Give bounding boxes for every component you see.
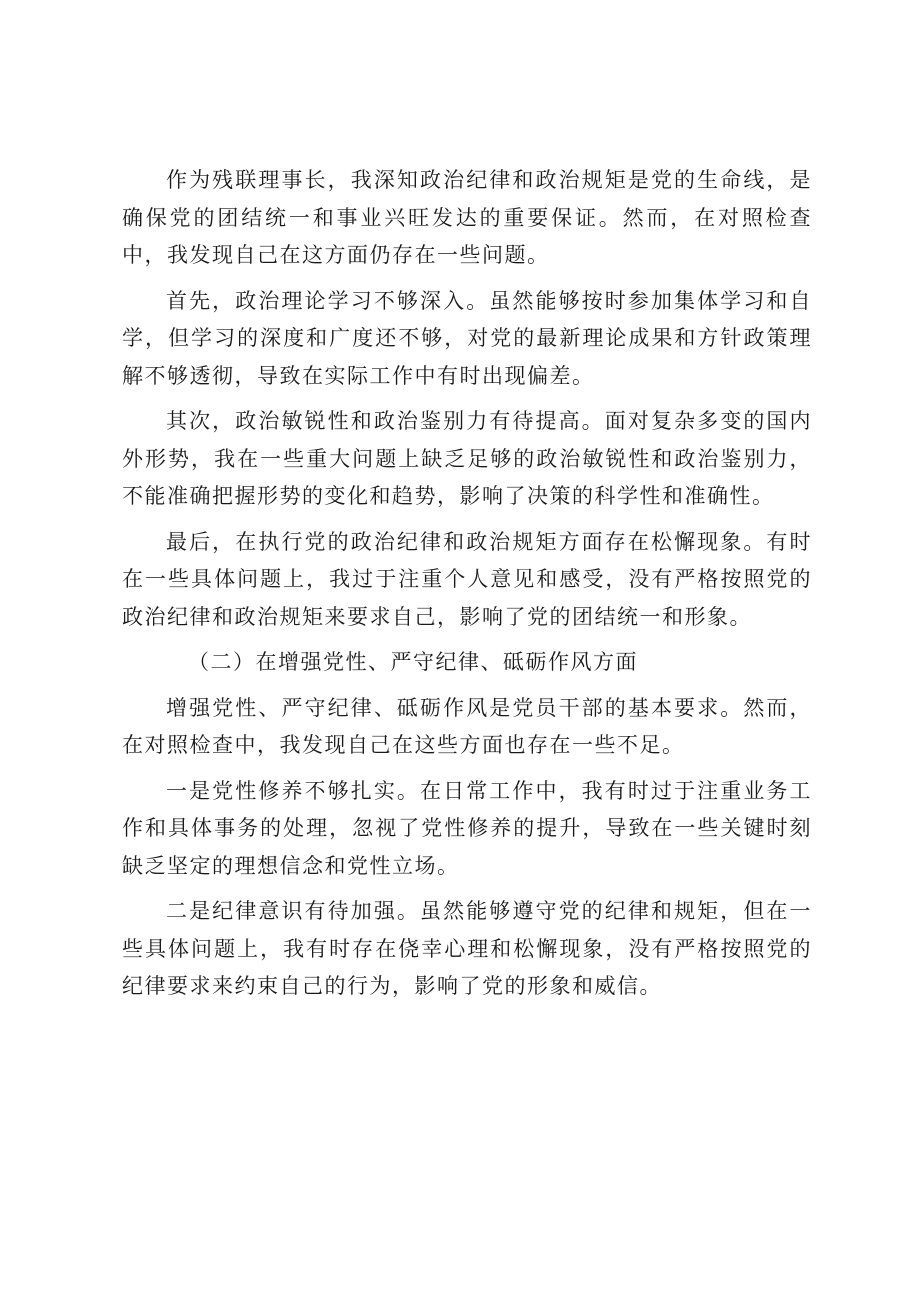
paragraph: 二是纪律意识有待加强。虽然能够遵守党的纪律和规矩，但在一些具体问题上，我有时存在侥幸心理和松懈现象，没有严格按照党的纪律要求来约束自己的行为，影响了党的形象和威信。 bbox=[122, 899, 812, 998]
section-heading: （二）在增强党性、严守纪律、砥砺作风方面 bbox=[188, 650, 638, 674]
paragraph: 最后，在执行党的政治纪律和政治规矩方面存在松懈现象。有时在一些具体问题上，我过于注重个人意见和感受，没有严格按照党的政治纪律和政治规矩来要求自己，影响了党的团结统一和形象。 bbox=[122, 529, 812, 629]
paragraph: 其次，政治敏锐性和政治鉴别力有待提高。面对复杂多变的国内外形势，我在一些重大问题上缺乏足够的政治敏锐性和政治鉴别力，不能准确把握形势的变化和趋势，影响了决策的科学性和准确性。 bbox=[122, 409, 812, 508]
paragraph: 一是党性修养不够扎实。在日常工作中，我有时过于注重业务工作和具体事务的处理，忽视了党性修养的提升，导致在一些关键时刻缺乏坚定的理想信念和党性立场。 bbox=[122, 778, 812, 878]
document-body bbox=[122, 162, 812, 1014]
paragraph: 作为残联理事长，我深知政治纪律和政治规矩是党的生命线，是确保党的团结统一和事业兴旺发达的重要保证。然而，在对照检查中，我发现自己在这方面仍存在一些问题。 bbox=[122, 168, 812, 267]
paragraph: 增强党性、严守纪律、砥砺作风是党员干部的基本要求。然而，在对照检查中，我发现自己在这些方面也存在一些不足。 bbox=[122, 695, 812, 757]
paragraph: 首先，政治理论学习不够深入。虽然能够按时参加集体学习和自学，但学习的深度和广度还不够，对党的最新理论成果和方针政策理解不够透彻，导致在实际工作中有时出现偏差。 bbox=[122, 288, 812, 388]
